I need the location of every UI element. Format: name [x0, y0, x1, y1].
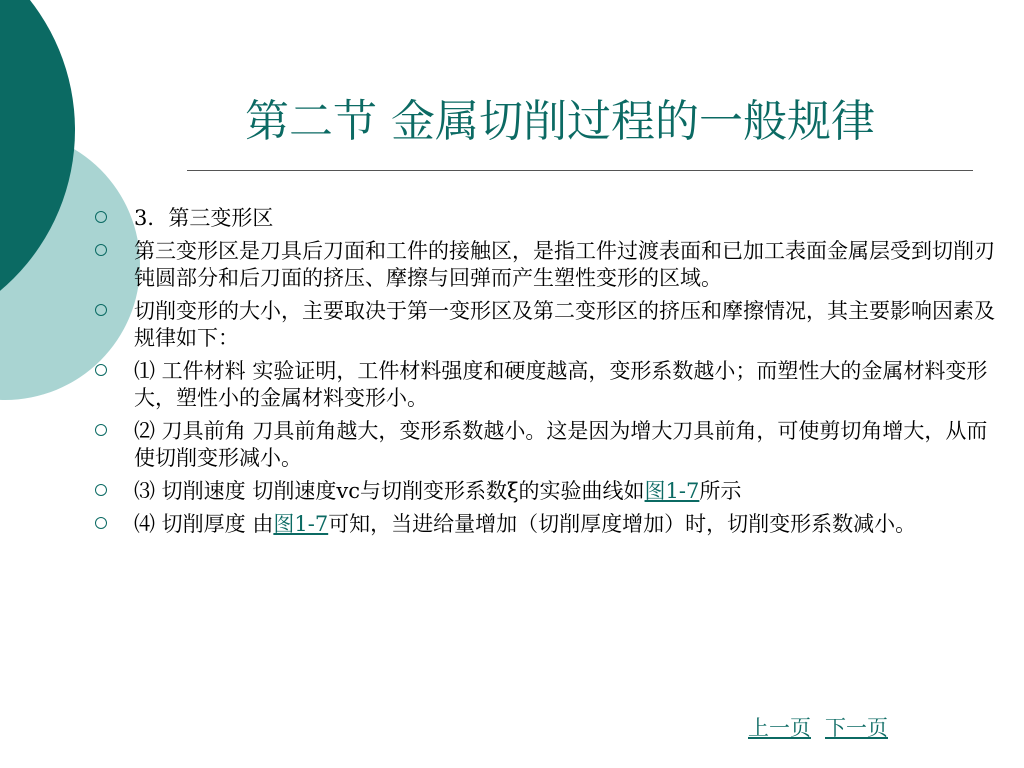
previous-page-link[interactable]: 上一页: [748, 716, 811, 740]
bullet-item-1: [95, 205, 1000, 232]
circle-bullet-icon: [95, 304, 107, 316]
slide-title: 第二节 金属切削过程的一般规律: [245, 96, 875, 147]
bullet-list: [95, 205, 1000, 538]
bullet-item-4: [95, 358, 1000, 412]
bullet-item-5: [95, 418, 1000, 472]
bullet-item-6: [95, 478, 1000, 505]
circle-bullet-icon: [95, 364, 107, 376]
bullet-text: 所示: [699, 479, 742, 503]
bullet-text: ⑴ 工件材料 实验证明，工件材料强度和硬度越高，变形系数越小；而塑性大的金属材料变形大，塑性小的金属材料变形小。: [134, 359, 988, 410]
figure-1-7-link[interactable]: 图1-7: [273, 512, 329, 536]
bullet-text: ⑶ 切削速度 切削速度vc与切削变形系数ξ的实验曲线如: [134, 479, 645, 503]
bullet-item-7: [95, 511, 1000, 538]
slide-navigation: [734, 712, 888, 742]
bullet-text: 可知，当进给量增加（切削厚度增加）时，切削变形系数减小。: [328, 512, 917, 536]
bullet-text: ⑵ 刀具前角 刀具前角越大，变形系数越小。这是因为增大刀具前角，可使剪切角增大，从而使切削变形减小。: [134, 419, 988, 470]
circle-bullet-icon: [95, 211, 107, 223]
figure-1-7-link[interactable]: 图1-7: [644, 479, 700, 503]
circle-bullet-icon: [95, 484, 107, 496]
bullet-text: 第三变形区是刀具后刀面和工件的接触区，是指工件过渡表面和已加工表面金属层受到切削刃钝圆部分和后刀面的挤压、摩擦与回弹而产生塑性变形的区域。: [134, 239, 995, 290]
bullet-text: 3．第三变形区: [134, 206, 274, 230]
bullet-item-3: [95, 298, 1000, 352]
bullet-text: 切削变形的大小，主要取决于第一变形区及第二变形区的挤压和摩擦情况，其主要影响因素及规律如下：: [134, 299, 995, 350]
bullet-text: ⑷ 切削厚度 由: [134, 512, 274, 536]
circle-bullet-icon: [95, 517, 107, 529]
slide-content: [95, 205, 1000, 544]
circle-bullet-icon: [95, 424, 107, 436]
title-divider: [187, 170, 973, 171]
circle-bullet-icon: [95, 244, 107, 256]
next-page-link[interactable]: 下一页: [825, 716, 888, 740]
bullet-item-2: [95, 238, 1000, 292]
